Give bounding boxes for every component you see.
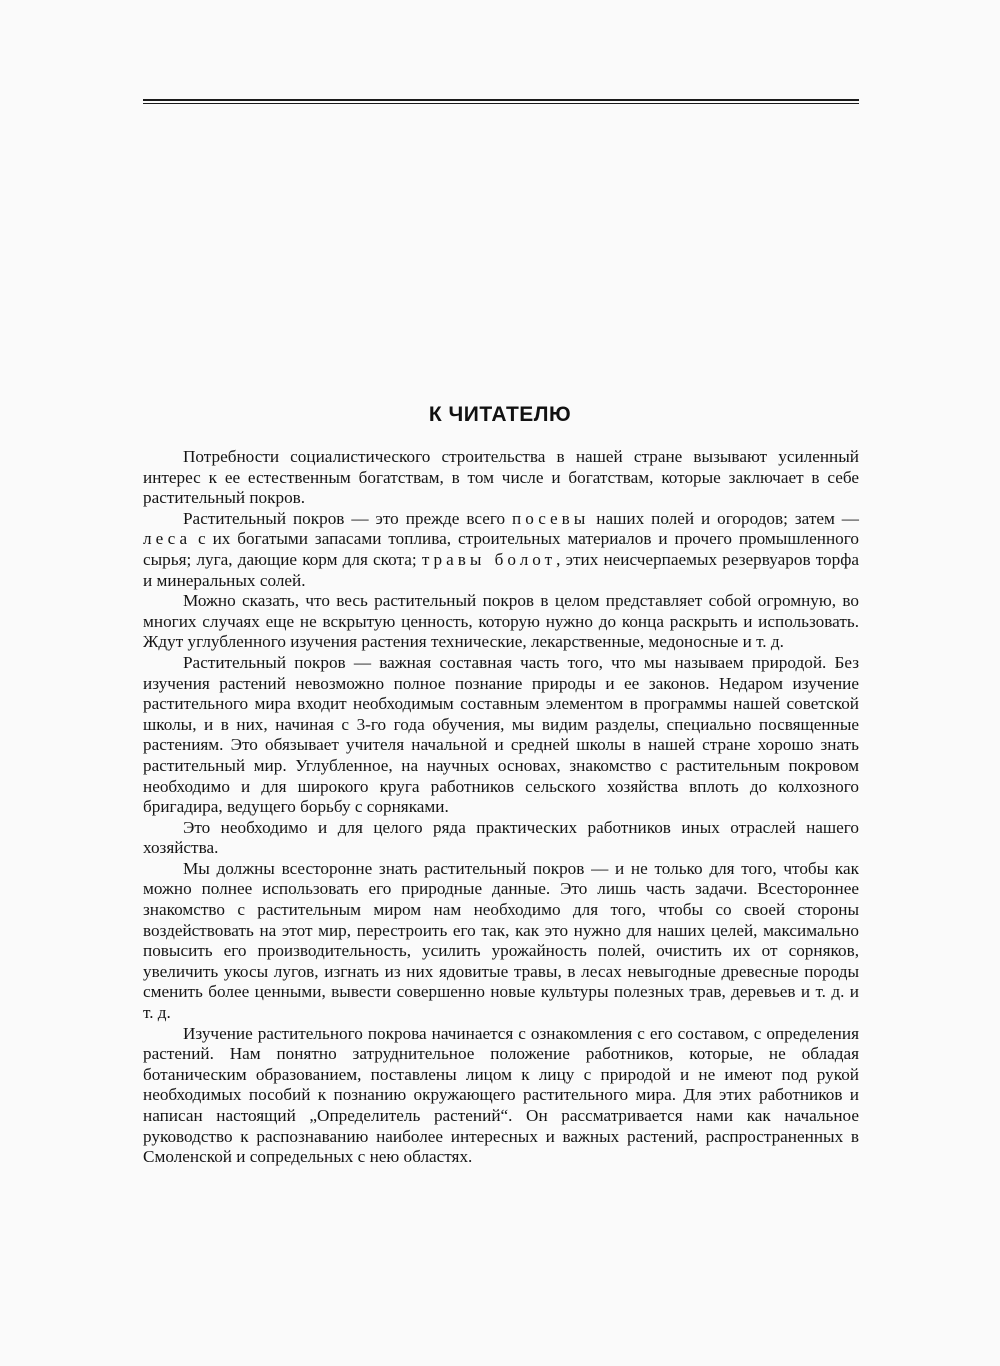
paragraph <box>143 447 859 509</box>
paragraph-text: наших полей и огородов; затем — <box>589 508 859 528</box>
paragraph-text: с их богатыми запасами топлива, строительных материалов и прочего промышленного сырья; луга, дающие корм для скота; <box>143 529 859 569</box>
spaced-emphasis: посевы <box>512 508 590 528</box>
body-text <box>143 447 859 1168</box>
paragraph-text: Растительный покров — важная составная часть того, что мы называем природой. Без изучения растений невозможно полное познание природы и ее законов. Недаром изучение растительного мира входит необходимым составным элементом в программы нашей советской школы, и в них, начиная с 3-го года обучения, мы видим разделы, специально посвященные растениям. Это обязывает учителя начальной и средней школы в нашей стране хорошо знать растительный мир. Углубленное, на научных основах, знакомство с растительным покровом необходимо и для широкого круга работников сельского хозяйства вплоть до колхозного бригадира, ведущего борьбу с сорняками. <box>143 652 859 817</box>
paragraph-text: Изучение растительного покрова начинается с ознакомления с его составом, с определения растений. Нам понятно затруднительное положение работников, которые, не обладая ботаническим образованием, поставлены лицом к лицу с природой и не имеют под рукой необходимых пособий к познанию окружающего растительного мира. Для этих работников и написан настоящий „Определитель растений“. Он рассматривается нами как начальное руководство к распознаванию наиболее интересных и важных растений, распространенных в Смоленской и сопредельных с нею областях. <box>143 1023 859 1167</box>
paragraph-text: Растительный покров — это прежде всего <box>183 508 512 528</box>
top-rule <box>143 99 859 101</box>
paragraph-text: , этих неисчерпаемых резервуаров торфа и минеральных солей. <box>143 549 859 590</box>
paragraph <box>143 818 859 859</box>
page-title: К ЧИТАТЕЛЮ <box>428 403 572 426</box>
paragraph-text: Можно сказать, что весь растительный покров в целом представляет собой огромную, во многих случаях еще не вскрытую ценность, которую нужно до конца раскрыть и использовать. Ждут углубленного изучения растения технические, лекарственные, медоносные и т. д. <box>143 591 859 652</box>
spaced-emphasis: леса <box>143 529 192 549</box>
paragraph-text: Мы должны всесторонне знать растительный покров — и не только для того, чтобы как можно полнее использовать его природные данные. Это лишь часть задачи. Всестороннее знакомство с растительным миром нам необходимо для того, чтобы со своей стороны воздействовать на этот мир, перестроить его так, как это нужно для наших целей, максимально повысить его производительность, усилить урожайность полей, очистить их от сорняков, увеличить укосы лугов, изгнать из них ядовитые травы, в лесах невыгодные древесные породы сменить более ценными, вывести совершенно новые культуры полезных трав, деревьев и т. д. и т. д. <box>143 858 859 1023</box>
paragraph <box>143 653 859 818</box>
paragraph-text: Это необходимо и для целого ряда практических работников иных отраслей нашего хозяйства. <box>143 817 859 858</box>
top-rule-secondary <box>143 103 859 104</box>
spaced-emphasis: травы болот <box>421 549 557 569</box>
paragraph <box>143 509 859 591</box>
paragraph-text: Потребности социалистического строительства в нашей стране вызывают усиленный интерес к ее естественным богатствам, в том числе и богатствам, которые заключает в себе растительный покров. <box>143 447 859 508</box>
paragraph <box>143 859 859 1024</box>
paragraph <box>143 1024 859 1168</box>
paragraph <box>143 591 859 653</box>
